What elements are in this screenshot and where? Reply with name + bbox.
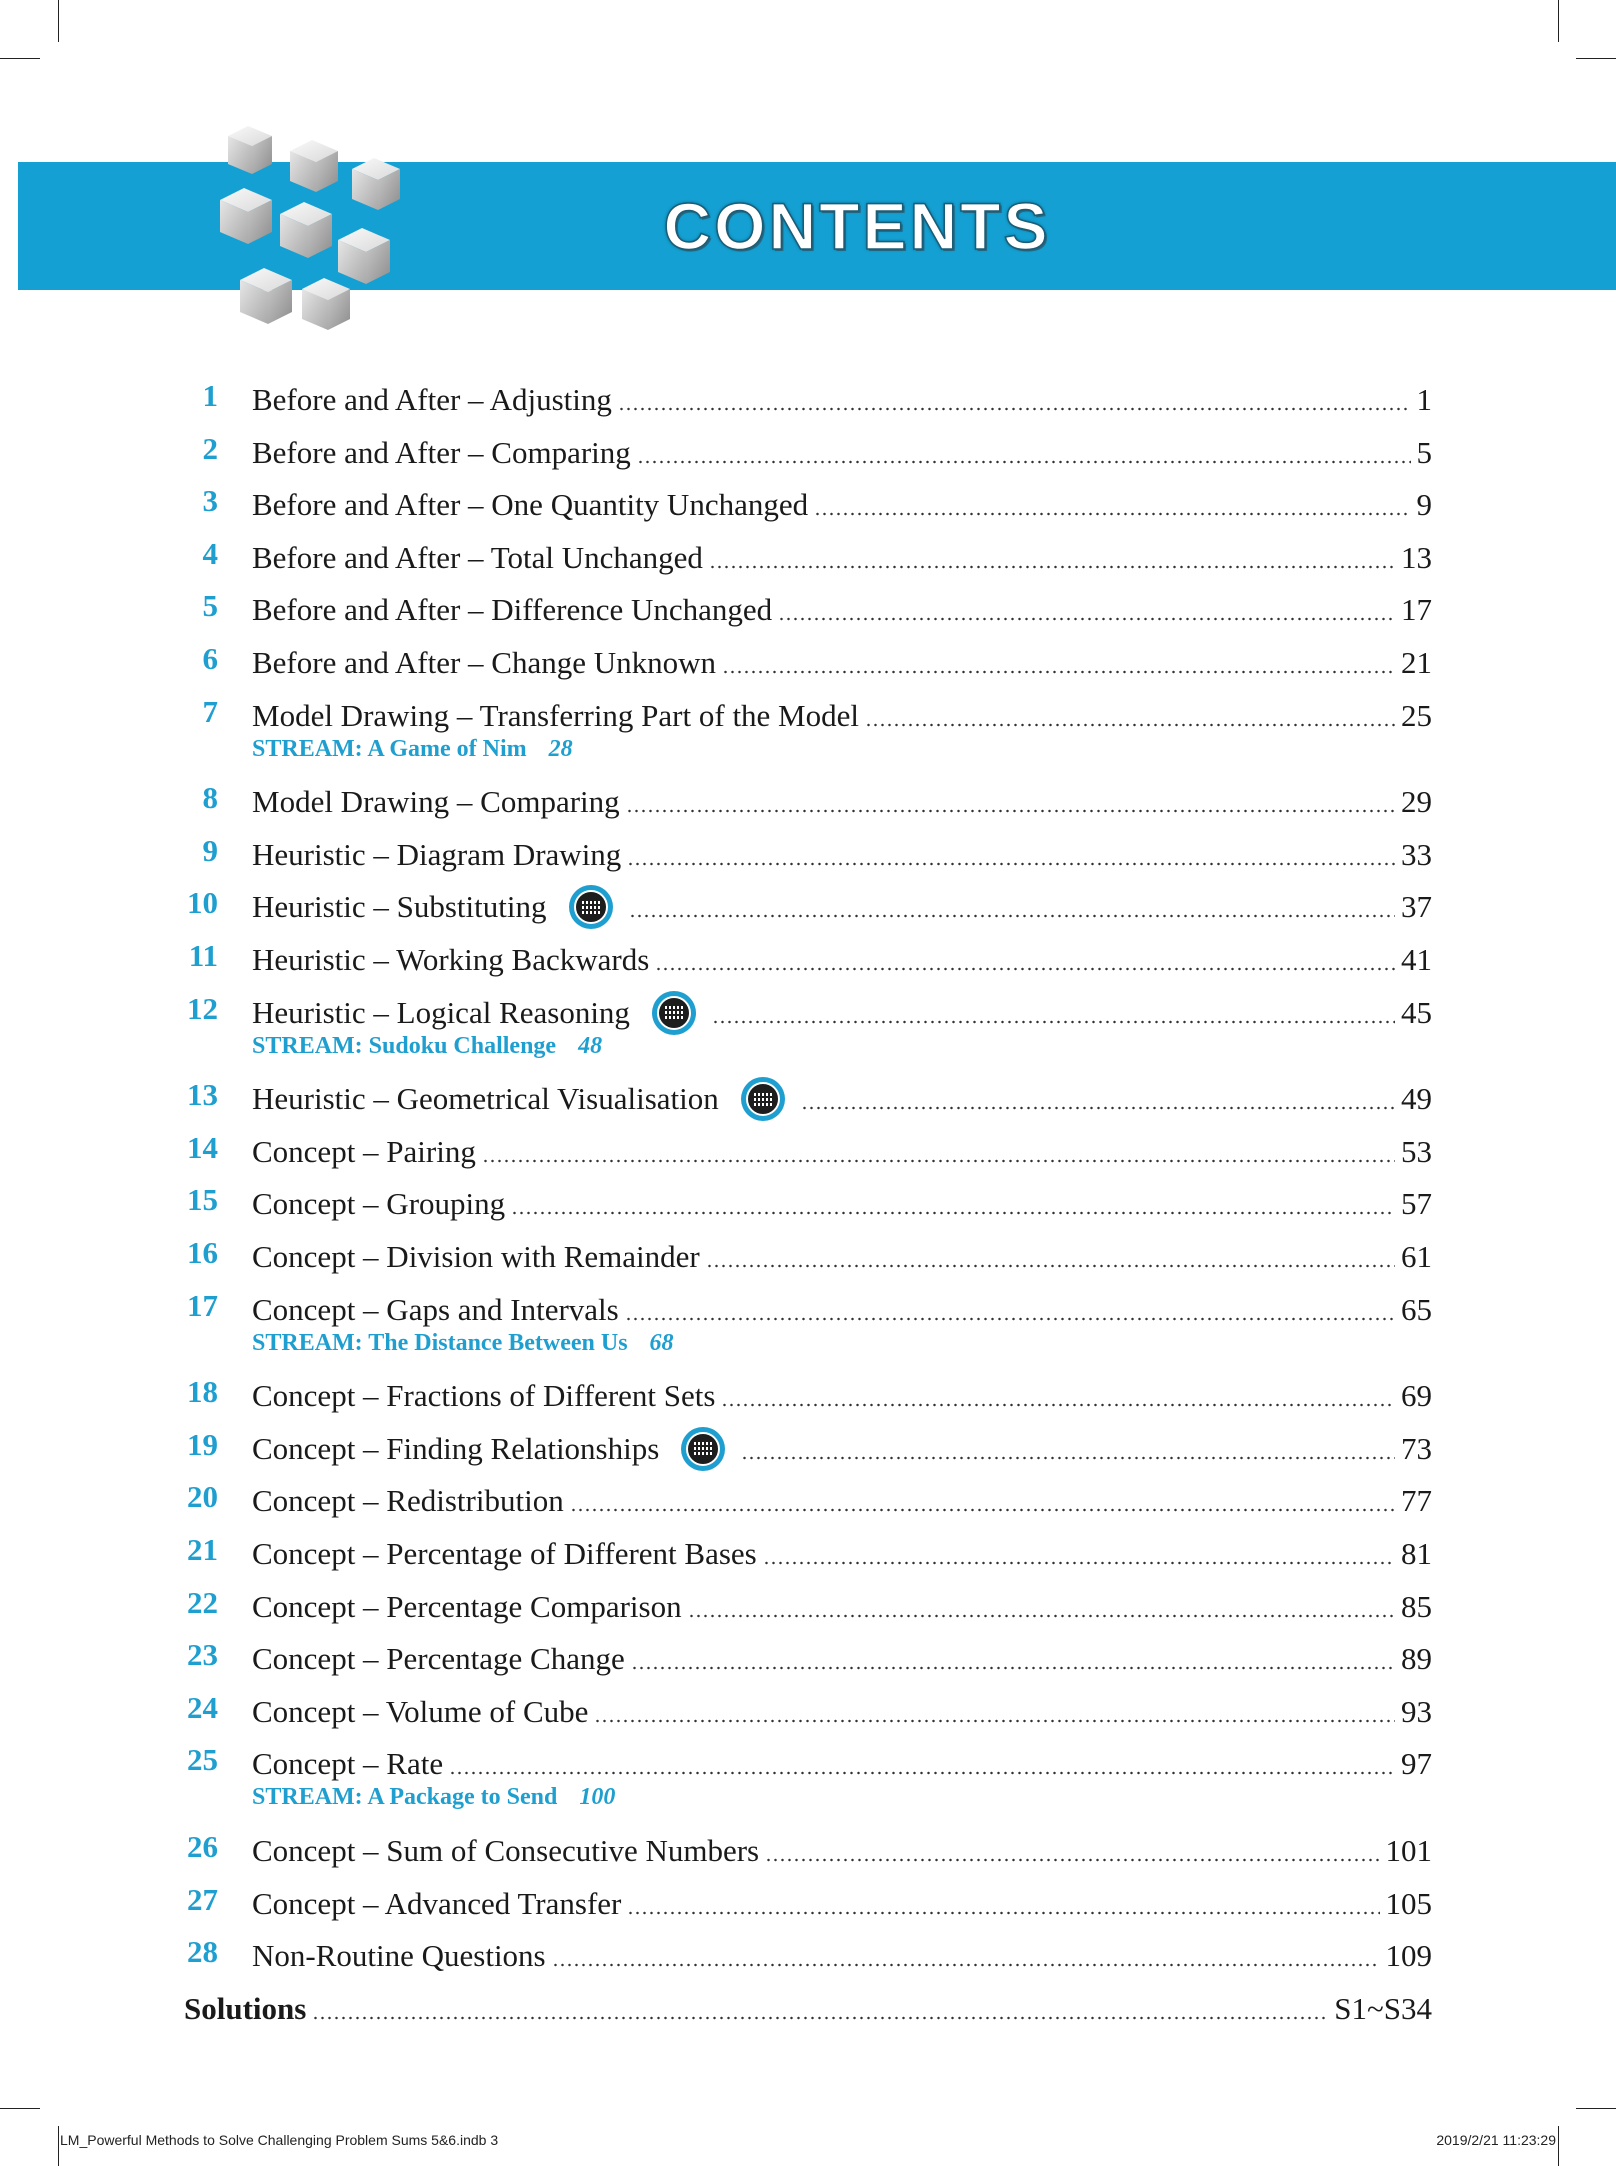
video-badge-inner — [686, 1432, 720, 1466]
stream-title: STREAM: Sudoku Challenge — [252, 1032, 557, 1059]
toc-entry[interactable] — [0, 483, 1616, 535]
dot-leader — [706, 1264, 1395, 1268]
dot-leader — [594, 1719, 1395, 1723]
stream-subentry[interactable] — [252, 1033, 602, 1060]
chapter-number: 9 — [202, 832, 218, 868]
dot-leader — [511, 1211, 1395, 1215]
page-number: 45 — [1401, 994, 1432, 1030]
toc-row — [252, 1235, 1432, 1279]
toc-entry[interactable] — [0, 641, 1616, 693]
crop-mark — [1558, 0, 1559, 42]
stream-page-number: 48 — [578, 1032, 603, 1059]
toc-row — [252, 1882, 1432, 1926]
badge-stripe — [754, 1093, 772, 1096]
chapter-title: Concept – Gaps and Intervals — [252, 1291, 619, 1327]
cube-shape — [302, 278, 350, 330]
page-number: 25 — [1401, 697, 1432, 733]
toc-row — [252, 938, 1432, 982]
dot-leader — [449, 1771, 1395, 1775]
stream-title: STREAM: The Distance Between Us — [252, 1329, 628, 1356]
page-number: 109 — [1385, 1938, 1432, 1974]
cube-shape — [228, 126, 272, 174]
toc-entry[interactable] — [0, 885, 1616, 937]
chapter-number: 4 — [202, 535, 218, 571]
dot-leader — [552, 1963, 1380, 1967]
solutions-title: Solutions — [184, 1990, 307, 2026]
toc-row — [252, 1690, 1432, 1734]
badge-stripe — [694, 1452, 712, 1455]
toc-row — [252, 694, 1432, 738]
toc-row — [252, 1130, 1432, 1174]
toc-entry[interactable] — [0, 938, 1616, 990]
toc-entry[interactable] — [0, 1479, 1616, 1531]
toc-entry-solutions[interactable] — [0, 1987, 1616, 2039]
badge-stripe — [694, 1442, 712, 1445]
toc-row — [252, 588, 1432, 632]
video-badge-icon — [741, 1077, 785, 1121]
toc-entry[interactable] — [0, 1882, 1616, 1934]
chapter-number: 6 — [202, 641, 218, 676]
page-number: 5 — [1416, 434, 1432, 470]
chapter-number: 20 — [187, 1479, 218, 1515]
dot-leader — [763, 1561, 1395, 1565]
cube-shape — [240, 268, 292, 324]
chapter-title: Concept – Grouping — [252, 1186, 506, 1222]
chapter-title: Concept – Rate — [252, 1746, 444, 1782]
page-number: 69 — [1401, 1378, 1432, 1414]
toc-entry[interactable] — [0, 378, 1616, 430]
cube-shape — [338, 228, 390, 284]
chapter-title: Concept – Percentage Change — [252, 1641, 625, 1677]
toc-entry[interactable] — [0, 780, 1616, 832]
page-number: 81 — [1401, 1536, 1432, 1571]
chapter-number: 15 — [187, 1182, 218, 1218]
chapter-title: Concept – Finding Relationships — [252, 1430, 660, 1466]
toc-row — [252, 885, 1432, 929]
chapter-number: 25 — [187, 1742, 218, 1778]
chapter-number: 22 — [187, 1584, 218, 1620]
stream-page-number: 28 — [548, 735, 573, 762]
toc-entry[interactable] — [0, 536, 1616, 588]
toc-row — [252, 1427, 1432, 1471]
toc-row — [252, 1934, 1432, 1978]
chapter-title: Concept – Percentage Comparison — [252, 1588, 682, 1624]
chapter-number: 17 — [187, 1287, 218, 1323]
toc-row — [252, 1182, 1432, 1226]
chapter-title: Before and After – Total Unchanged — [252, 539, 703, 575]
cube-shape — [280, 202, 332, 258]
toc-entry[interactable] — [0, 1690, 1616, 1742]
chapter-title: Concept – Redistribution — [252, 1483, 564, 1519]
stream-page-number: 100 — [579, 1784, 616, 1811]
toc-entry[interactable] — [0, 1182, 1616, 1234]
stream-subentry[interactable] — [252, 1330, 674, 1357]
chapter-number: 27 — [187, 1881, 218, 1917]
chapter-title: Before and After – One Quantity Unchanged — [252, 487, 809, 523]
video-badge-inner — [574, 890, 608, 924]
chapter-title: Before and After – Adjusting — [252, 382, 612, 417]
toc-row — [252, 1585, 1432, 1629]
chapter-title: Concept – Fractions of Different Sets — [252, 1378, 716, 1414]
dot-leader — [722, 670, 1395, 674]
toc-entry[interactable] — [0, 990, 1616, 1059]
page-number: 49 — [1401, 1081, 1432, 1117]
toc-row — [252, 991, 1432, 1035]
toc-row — [252, 1288, 1432, 1332]
dot-leader — [801, 1106, 1395, 1110]
chapter-title: Model Drawing – Transferring Part of the Model — [252, 697, 859, 733]
dot-leader — [688, 1614, 1395, 1618]
chapter-number: 5 — [202, 588, 218, 624]
badge-stripe — [582, 901, 600, 904]
page-number: 33 — [1401, 836, 1432, 872]
toc-row — [252, 641, 1432, 685]
chapter-number: 16 — [187, 1235, 218, 1270]
chapter-number: 7 — [202, 693, 218, 729]
toc-row — [252, 378, 1432, 422]
chapter-number: 28 — [187, 1934, 218, 1970]
toc-entry[interactable] — [0, 1235, 1616, 1287]
stream-page-number: 68 — [649, 1329, 674, 1356]
chapter-title: Heuristic – Geometrical Visualisation — [252, 1081, 719, 1117]
page-number: 1 — [1416, 382, 1432, 417]
badge-stripe — [582, 906, 600, 909]
page-number: S1~S34 — [1334, 1990, 1432, 2026]
dot-leader — [629, 914, 1396, 918]
chapter-title: Heuristic – Working Backwards — [252, 942, 650, 977]
dot-leader — [721, 1403, 1395, 1407]
chapter-number: 24 — [187, 1689, 218, 1725]
toc-entry[interactable] — [0, 1077, 1616, 1129]
dot-leader — [765, 1858, 1379, 1862]
chapter-number: 18 — [187, 1374, 218, 1410]
dot-leader — [627, 862, 1395, 866]
toc-row — [252, 483, 1432, 527]
dot-leader — [570, 1508, 1395, 1512]
toc-row — [252, 536, 1432, 580]
toc-row — [252, 833, 1432, 877]
page-number: 65 — [1401, 1291, 1432, 1327]
chapter-title: Heuristic – Substituting — [252, 889, 547, 925]
page-number: 73 — [1401, 1430, 1432, 1466]
crop-mark — [1576, 2108, 1616, 2109]
toc-row — [252, 431, 1432, 475]
toc-entry[interactable] — [0, 431, 1616, 483]
chapter-number: 19 — [187, 1426, 218, 1462]
toc-entry[interactable] — [0, 1427, 1616, 1479]
toc-row — [252, 1829, 1432, 1873]
toc-entry[interactable] — [0, 1374, 1616, 1426]
cube-shape — [220, 188, 272, 244]
cubes-illustration — [210, 118, 470, 358]
page-number: 9 — [1416, 487, 1432, 523]
page-number: 105 — [1385, 1885, 1432, 1921]
badge-stripe — [665, 1011, 683, 1014]
toc-entry[interactable] — [0, 1287, 1616, 1356]
video-badge-inner — [746, 1082, 780, 1116]
chapter-title: Concept – Pairing — [252, 1133, 476, 1169]
toc-row — [252, 1742, 1432, 1786]
chapter-number: 13 — [187, 1077, 218, 1113]
crop-mark — [58, 0, 59, 42]
dot-leader — [778, 617, 1395, 621]
chapter-title: Concept – Percentage of Different Bases — [252, 1536, 757, 1571]
chapter-number: 2 — [202, 430, 218, 466]
page-number: 17 — [1401, 592, 1432, 628]
toc-row — [252, 1374, 1432, 1418]
footer-filename: LM_Powerful Methods to Solve Challenging Problem Sums 5&6.indb 3 — [60, 2132, 499, 2148]
video-badge-icon — [681, 1427, 725, 1471]
dot-leader — [814, 512, 1410, 516]
badge-stripe — [665, 1016, 683, 1019]
chapter-title: Heuristic – Logical Reasoning — [252, 994, 630, 1030]
stream-subentry[interactable] — [252, 736, 573, 763]
page-number: 101 — [1385, 1833, 1432, 1868]
chapter-number: 23 — [187, 1637, 218, 1673]
page-number: 77 — [1401, 1483, 1432, 1519]
toc-entry[interactable] — [0, 588, 1616, 640]
crop-mark — [0, 58, 40, 59]
chapter-number: 8 — [202, 780, 218, 816]
dot-leader — [741, 1456, 1395, 1460]
dot-leader — [631, 1666, 1395, 1670]
page-title: CONTENTS — [663, 189, 1051, 263]
page-number: 61 — [1401, 1239, 1432, 1274]
badge-stripe — [754, 1098, 772, 1101]
chapter-title: Before and After – Change Unknown — [252, 645, 717, 680]
chapter-title: Before and After – Difference Unchanged — [252, 592, 773, 628]
chapter-title: Concept – Advanced Transfer — [252, 1885, 622, 1921]
page-number: 41 — [1401, 942, 1432, 977]
toc-row — [252, 780, 1432, 824]
print-footer — [60, 2132, 1556, 2148]
toc-entry[interactable] — [0, 1637, 1616, 1689]
toc-row — [252, 1479, 1432, 1523]
dot-leader — [637, 460, 1411, 464]
page-number: 97 — [1401, 1746, 1432, 1782]
toc-entry[interactable] — [0, 833, 1616, 885]
chapter-title: Heuristic – Diagram Drawing — [252, 836, 622, 872]
page-number: 29 — [1401, 784, 1432, 820]
crop-mark — [1576, 58, 1616, 59]
crop-mark — [1558, 2126, 1559, 2166]
cube-shape — [290, 140, 338, 192]
dot-leader — [625, 1317, 1395, 1321]
page-number: 37 — [1401, 889, 1432, 925]
toc-entry[interactable] — [0, 1585, 1616, 1637]
video-badge-icon — [569, 885, 613, 929]
dot-leader — [312, 2016, 1328, 2020]
badge-stripe — [582, 911, 600, 914]
chapter-number: 21 — [187, 1532, 218, 1567]
toc-entry[interactable] — [0, 1829, 1616, 1881]
badge-stripe — [665, 1006, 683, 1009]
page-number: 85 — [1401, 1588, 1432, 1624]
chapter-title: Concept – Division with Remainder — [252, 1239, 700, 1274]
toc-row — [184, 1987, 1432, 2031]
page-number: 53 — [1401, 1133, 1432, 1169]
toc-entry[interactable] — [0, 1532, 1616, 1584]
stream-title: STREAM: A Game of Nim — [252, 735, 527, 762]
chapter-title: Model Drawing – Comparing — [252, 784, 620, 820]
page-number: 21 — [1401, 645, 1432, 680]
toc-row — [252, 1637, 1432, 1681]
chapter-number: 12 — [187, 990, 218, 1026]
toc-row — [252, 1077, 1432, 1121]
chapter-title: Before and After – Comparing — [252, 434, 631, 470]
chapter-title: Concept – Sum of Consecutive Numbers — [252, 1833, 760, 1868]
chapter-title: Concept – Volume of Cube — [252, 1693, 589, 1729]
dot-leader — [712, 1020, 1395, 1024]
dot-leader — [709, 565, 1395, 569]
dot-leader — [626, 809, 1395, 813]
chapter-title: Non-Routine Questions — [252, 1938, 546, 1974]
page-number: 13 — [1401, 539, 1432, 575]
chapter-number: 1 — [202, 378, 218, 413]
video-badge-inner — [657, 996, 691, 1030]
chapter-number: 26 — [187, 1829, 218, 1864]
toc-row — [252, 1532, 1432, 1576]
dot-leader — [618, 407, 1411, 411]
dot-leader — [865, 723, 1395, 727]
badge-stripe — [694, 1447, 712, 1450]
page-number: 57 — [1401, 1186, 1432, 1222]
chapter-number: 10 — [187, 885, 218, 921]
page-number: 89 — [1401, 1641, 1432, 1677]
dot-leader — [482, 1159, 1395, 1163]
cube-shape — [352, 158, 400, 210]
stream-title: STREAM: A Package to Send — [252, 1784, 558, 1811]
footer-datetime: 2019/2/21 11:23:29 — [1436, 2132, 1556, 2148]
chapter-number: 11 — [188, 938, 218, 973]
page-number: 93 — [1401, 1693, 1432, 1729]
dot-leader — [655, 967, 1395, 971]
stream-subentry[interactable] — [252, 1784, 615, 1811]
chapter-number: 14 — [187, 1129, 218, 1165]
dot-leader — [627, 1911, 1379, 1915]
toc-entry[interactable] — [0, 1934, 1616, 1986]
toc-entry[interactable] — [0, 1130, 1616, 1182]
badge-stripe — [754, 1103, 772, 1106]
toc-entry[interactable] — [0, 1742, 1616, 1811]
crop-mark — [58, 2126, 59, 2166]
chapter-number: 3 — [202, 483, 218, 519]
crop-mark — [0, 2108, 40, 2109]
video-badge-icon — [652, 991, 696, 1035]
toc-entry[interactable] — [0, 693, 1616, 762]
